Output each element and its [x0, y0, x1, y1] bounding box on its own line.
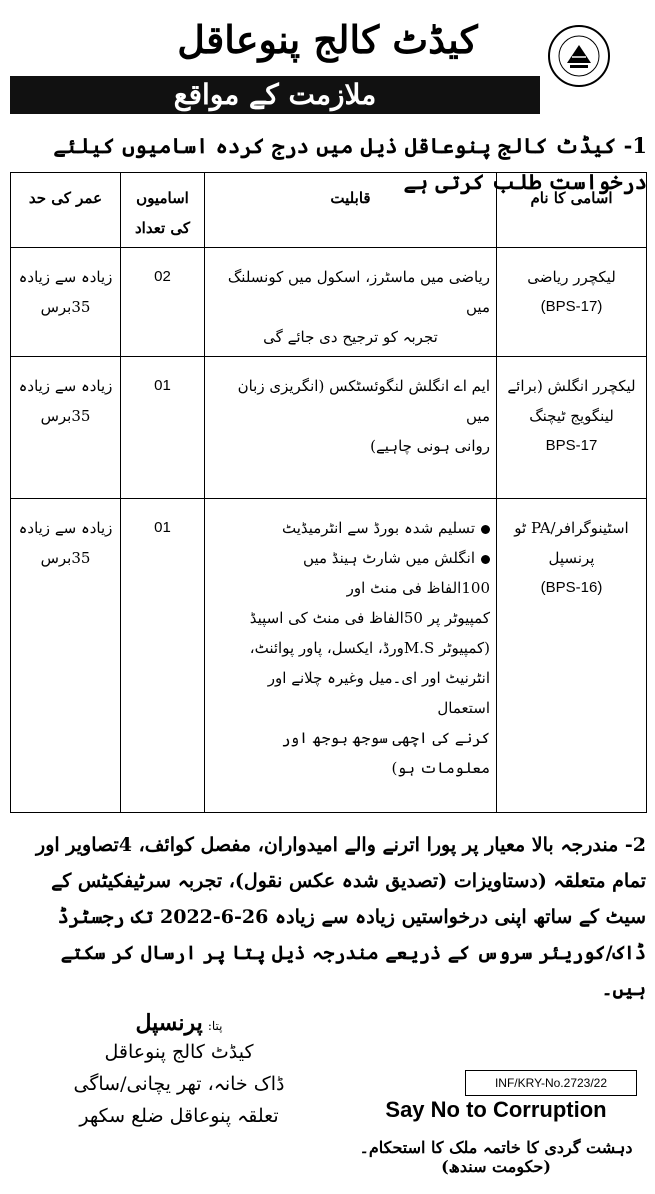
- post-bps: BPS-17: [545, 437, 598, 454]
- qualification-line: ریاضی میں ماسٹرز، اسکول میں کونسلنگ میں: [227, 268, 490, 316]
- table-row: [11, 499, 647, 813]
- count-cell: 01: [121, 357, 205, 499]
- header-count: اسامیوں کی تعداد: [121, 173, 205, 248]
- table-header-row: [11, 173, 647, 248]
- anti-corruption-slogan: Say No to Corruption: [385, 1097, 607, 1122]
- bullet-icon: [481, 555, 490, 564]
- jobs-banner: ملازمت کے مواقع: [10, 76, 540, 114]
- list-item: 100الفاظ فی منٹ اور: [346, 579, 490, 597]
- age-limit-text: زیادہ سے زیادہ: [18, 268, 113, 286]
- address-header: [14, 1010, 344, 1036]
- address-principal: پرنسپل: [135, 1010, 203, 1036]
- bullet-icon: [481, 525, 490, 534]
- list-item: انٹرنیٹ اور ای۔میل وغیرہ چلانے اور استعمال: [267, 669, 490, 717]
- header-post: اسامی کا نام: [497, 173, 647, 248]
- address-label: پتا:: [207, 1019, 223, 1033]
- age-cell: [11, 357, 121, 499]
- age-limit-text: زیادہ سے زیادہ: [18, 519, 113, 537]
- list-item: کرنے کی اچھی سوجھ بوجھ اور معلومات ہو): [281, 729, 490, 777]
- age-years: 35برس: [40, 298, 91, 316]
- vacancy-table: [10, 172, 647, 813]
- age-years: 35برس: [40, 549, 91, 567]
- age-cell: [11, 248, 121, 357]
- reference-number: INF/KRY-No.2723/22: [465, 1070, 637, 1096]
- post-bps: (BPS-17): [540, 298, 603, 315]
- qualification-bullet-text: تسلیم شدہ بورڈ سے انٹرمیڈیٹ: [281, 519, 475, 537]
- list-item: (کمپیوٹر M.Sورڈ، ایکسل، پاور پوائنٹ،: [249, 639, 490, 657]
- header-qualification: قابلیت: [205, 173, 497, 248]
- qualification-bullet-text: انگلش میں شارٹ ہینڈ میں: [303, 549, 475, 567]
- address-line: ڈاک خانہ، تھر یچانی/ساگی: [73, 1073, 285, 1095]
- qualification-cell: [205, 499, 497, 813]
- post-cell: [497, 499, 647, 813]
- address-line: تعلقہ پنوعاقل ضلع سکھر: [79, 1105, 279, 1127]
- post-cell: [497, 248, 647, 357]
- qualification-cell: [205, 248, 497, 357]
- intro-paragraph: 1- کیڈٹ کالج پنوعاقل ذیل میں درج کردہ اسامیوں کیلئے درخواست طلب کرتی ہے: [53, 133, 647, 194]
- qualification-line: ایم اے انگلش لنگوئسٹکس (انگریزی زبان میں: [237, 377, 490, 425]
- qualification-line: روانی ہونی چاہیے): [370, 437, 490, 455]
- qualification-list: [211, 513, 490, 783]
- post-bps: (BPS-16): [540, 579, 603, 596]
- post-title: لیکچرر ریاضی: [527, 268, 616, 286]
- post-cell: [497, 357, 647, 499]
- qualification-cell: [205, 357, 497, 499]
- list-item: کمپیوٹر پر 50الفاظ فی منٹ کی اسپیڈ: [249, 609, 490, 627]
- count-cell: 02: [121, 248, 205, 357]
- list-item: [211, 513, 490, 543]
- table-row: [11, 248, 647, 357]
- government-footer: دہشت گردی کا خاتمہ ملک کا استحکام۔(حکومت سندھ): [359, 1138, 633, 1176]
- age-years: 35برس: [40, 407, 91, 425]
- list-item: [211, 543, 490, 573]
- post-title: لیکچرر انگلش (برائے لینگویج ٹیچنگ: [507, 377, 636, 425]
- post-title: اسٹینوگرافر/PA ٹو پرنسپل: [514, 519, 629, 567]
- header-age: عمر کی حد: [11, 173, 121, 248]
- count-cell: 01: [121, 499, 205, 813]
- qualification-line: تجربہ کو ترجیح دی جائے گی: [263, 328, 438, 346]
- table-row: [11, 357, 647, 499]
- address-line: کیڈٹ کالج پنوعاقل: [104, 1041, 254, 1063]
- postal-address: [14, 1010, 344, 1132]
- college-title: کیڈٹ کالج پنوعاقل: [177, 17, 478, 62]
- age-limit-text: زیادہ سے زیادہ: [18, 377, 113, 395]
- application-instructions: 2- مندرجہ بالا معیار پر پورا اترنے والے امیدواران، مفصل کوائف، 4تصاویر اور تمام متعلقہ (دستاویزات (تصدیق شدہ عکس نقول)، تجربہ سرٹیفکیٹس کے سیٹ کے ساتھ اپنی درخواستیں زیادہ سے زیادہ 26-6-2022 تک رجسٹرڈ ڈاک/کوریئر سروس کے ذریعے مندرجہ ذیل پتا پر ارسال کر سکتے ہیں۔: [36, 834, 646, 1000]
- age-cell: [11, 499, 121, 813]
